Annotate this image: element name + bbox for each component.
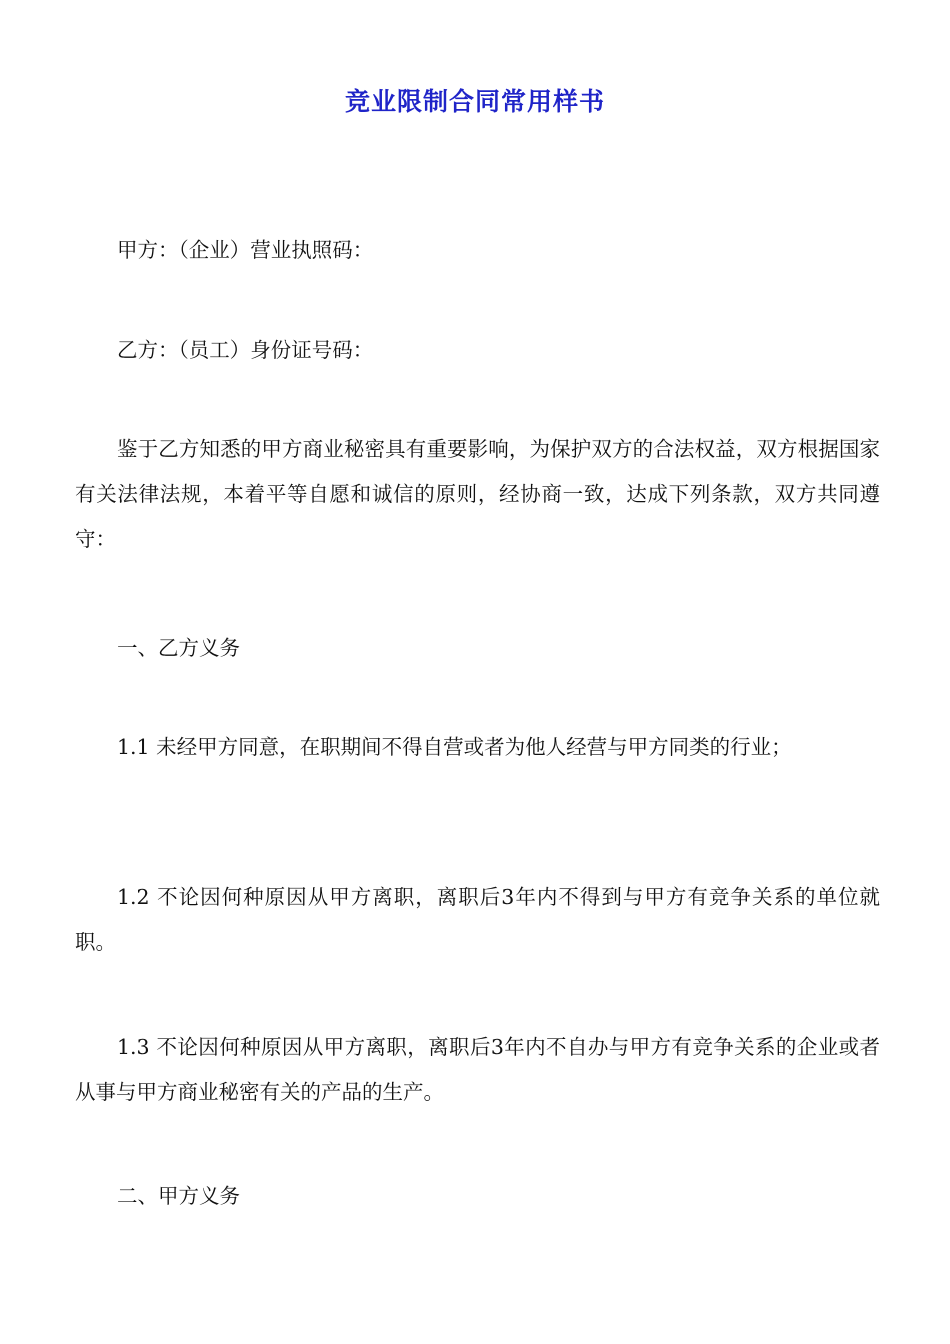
section-1-heading: 一、乙方义务 [117,636,240,660]
party-a-line: 甲方：（企业）营业执照码： [117,238,374,262]
clause-1-1: 1.1 未经甲方同意，在职期间不得自营或者为他人经营与甲方同类的行业； [117,735,792,759]
clause-1-3: 1.3 不论因何种原因从甲方离职，离职后3年内不自办与甲方有竞争关系的企业或者从事与甲方商业秘密有关的产品的生产。 [75,1035,880,1104]
preamble-paragraph: 鉴于乙方知悉的甲方商业秘密具有重要影响，为保护双方的合法权益，双方根据国家有关法律法规，本着平等自愿和诚信的原则，经协商一致，达成下列条款，双方共同遵守： [75,437,880,551]
document-title: 竞业限制合同常用样书 [344,87,605,116]
clause-1-2: 1.2 不论因何种原因从甲方离职，离职后3年内不得到与甲方有竞争关系的单位就职。 [75,885,880,954]
party-b-line: 乙方：（员工）身份证号码： [117,338,374,362]
section-2-heading: 二、甲方义务 [117,1184,240,1208]
